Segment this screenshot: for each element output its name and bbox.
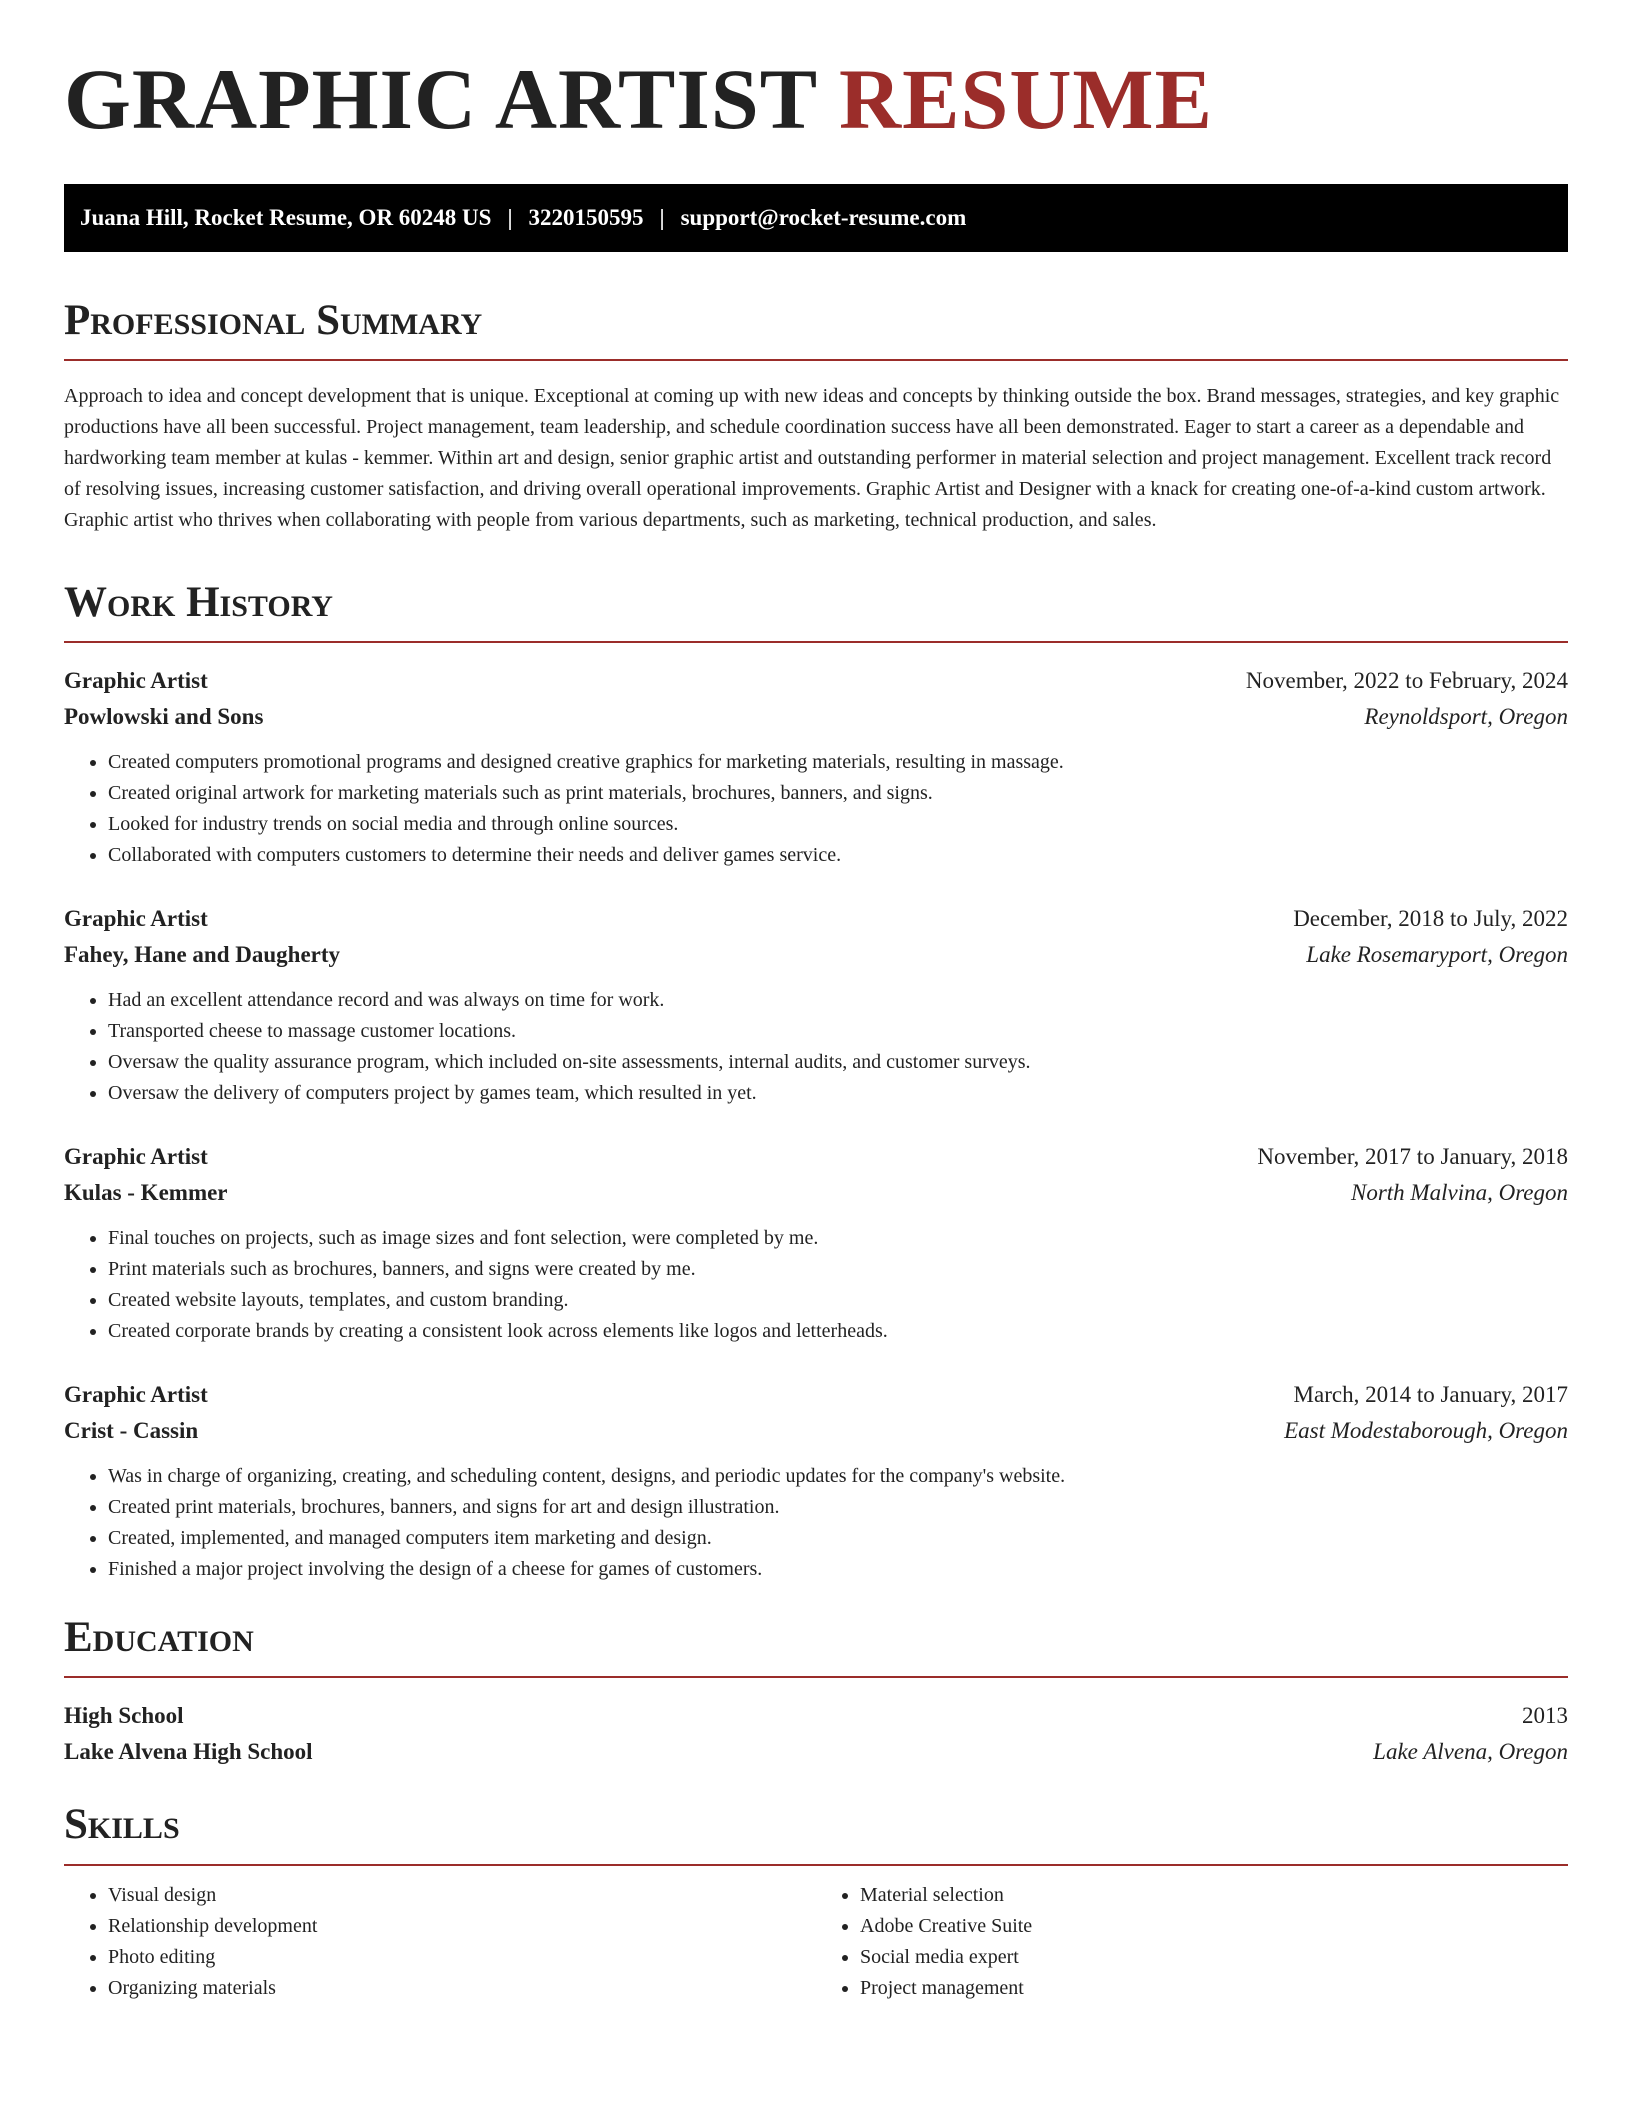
contact-bar <box>64 184 1568 252</box>
list-item: • Finished a major project involving the design of a cheese for games of customers. <box>108 1554 1568 1585</box>
education-year: 2013 <box>1522 1703 1568 1729</box>
job-dates: November, 2017 to January, 2018 <box>1257 1144 1568 1170</box>
job-title: Graphic Artist <box>64 1144 208 1170</box>
job-dates: December, 2018 to July, 2022 <box>1293 906 1568 932</box>
skill-item: • Photo editing <box>108 1942 816 1973</box>
job-title: Graphic Artist <box>64 668 208 694</box>
education-school-row <box>64 1734 1568 1770</box>
skill-item: • Social media expert <box>860 1942 1568 1973</box>
job-header-row <box>64 1377 1568 1413</box>
contact-phone: 3220150595 <box>528 205 644 230</box>
job-location: Lake Rosemaryport, Oregon <box>1306 942 1568 968</box>
job-entry <box>64 1377 1568 1585</box>
education-degree-row <box>64 1698 1568 1734</box>
job-location: North Malvina, Oregon <box>1351 1180 1568 1206</box>
job-bullets <box>64 747 1568 871</box>
list-item: • Looked for industry trends on social media and through online sources. <box>108 809 1568 840</box>
section-heading: Professional Summary <box>64 297 483 344</box>
section-divider <box>64 1864 1568 1866</box>
job-header-row <box>64 901 1568 937</box>
job-bullets <box>64 1461 1568 1585</box>
skill-item: • Organizing materials <box>108 1973 816 2004</box>
job-company: Kulas - Kemmer <box>64 1180 228 1206</box>
list-item: • Oversaw the quality assurance program, which included on-site assessments, internal audits, and customer surveys. <box>108 1047 1568 1078</box>
resume-title <box>64 51 1568 147</box>
title-main: GRAPHIC ARTIST <box>64 51 840 147</box>
job-location: Reynoldsport, Oregon <box>1364 704 1568 730</box>
list-item: • Was in charge of organizing, creating, and scheduling content, designs, and periodic updates for the company's website. <box>108 1461 1568 1492</box>
section-divider <box>64 359 1568 361</box>
job-title: Graphic Artist <box>64 906 208 932</box>
skill-item: • Project management <box>860 1973 1568 2004</box>
job-company: Fahey, Hane and Daugherty <box>64 942 341 968</box>
job-header-row <box>64 663 1568 699</box>
skills-columns <box>64 1880 1568 2004</box>
contact-separator: | <box>507 205 513 230</box>
job-bullets <box>64 1223 1568 1347</box>
education-section <box>64 1615 1568 1770</box>
list-item: • Created corporate brands by creating a consistent look across elements like logos and letterheads. <box>108 1316 1568 1347</box>
job-entry <box>64 663 1568 871</box>
job-company-row <box>64 1175 1568 1211</box>
job-header-row <box>64 1139 1568 1175</box>
job-location: East Modestaborough, Oregon <box>1284 1418 1568 1444</box>
section-divider <box>64 1676 1568 1678</box>
list-item: • Created website layouts, templates, and custom branding. <box>108 1285 1568 1316</box>
list-item: • Oversaw the delivery of computers project by games team, which resulted in yet. <box>108 1078 1568 1109</box>
education-degree: High School <box>64 1703 184 1729</box>
skill-item: • Material selection <box>860 1880 1568 1911</box>
contact-separator: | <box>659 205 665 230</box>
job-entry <box>64 901 1568 1109</box>
job-company-row <box>64 937 1568 973</box>
list-item: • Final touches on projects, such as image sizes and font selection, were completed by me. <box>108 1223 1568 1254</box>
contact-address: Juana Hill, Rocket Resume, OR 60248 US <box>80 205 492 230</box>
job-company-row <box>64 1413 1568 1449</box>
job-company: Crist - Cassin <box>64 1418 199 1444</box>
professional-summary-section <box>64 298 1568 536</box>
list-item: • Transported cheese to massage customer locations. <box>108 1016 1568 1047</box>
job-company: Powlowski and Sons <box>64 704 264 730</box>
job-bullets <box>64 985 1568 1109</box>
list-item: • Created computers promotional programs and designed creative graphics for marketing materials, resulting in massage. <box>108 747 1568 778</box>
section-heading: Work History <box>64 579 333 627</box>
skill-item: • Adobe Creative Suite <box>860 1911 1568 1942</box>
list-item: • Collaborated with computers customers to determine their needs and deliver games service. <box>108 840 1568 871</box>
job-dates: March, 2014 to January, 2017 <box>1293 1382 1568 1408</box>
education-location: Lake Alvena, Oregon <box>1373 1739 1568 1765</box>
job-title: Graphic Artist <box>64 1382 208 1408</box>
work-history-section <box>64 580 1568 1585</box>
job-entry <box>64 1139 1568 1347</box>
section-heading: Education <box>64 1614 254 1662</box>
education-school: Lake Alvena High School <box>64 1739 313 1765</box>
skills-section <box>64 1802 1568 2003</box>
contact-email: support@rocket-resume.com <box>680 205 967 230</box>
skills-list-left <box>64 1880 816 2004</box>
skills-list-right <box>816 1880 1568 2004</box>
list-item: • Print materials such as brochures, banners, and signs were created by me. <box>108 1254 1568 1285</box>
skill-item: • Visual design <box>108 1880 816 1911</box>
section-divider <box>64 641 1568 643</box>
list-item: • Created original artwork for marketing materials such as print materials, brochures, banners, and signs. <box>108 778 1568 809</box>
job-dates: November, 2022 to February, 2024 <box>1245 668 1568 694</box>
job-company-row <box>64 699 1568 735</box>
title-accent: RESUME <box>839 51 1213 147</box>
list-item: • Had an excellent attendance record and was always on time for work. <box>108 985 1568 1016</box>
list-item: • Created print materials, brochures, banners, and signs for art and design illustration. <box>108 1492 1568 1523</box>
skill-item: • Relationship development <box>108 1911 816 1942</box>
section-heading: Skills <box>64 1801 180 1849</box>
summary-text: Approach to idea and concept development that is unique. Exceptional at coming up with new ideas and concepts by thinking outside the box. Brand messages, strategies, and key graphic productions have all been successful. Project management, team leadership, and schedule coordination success have all been demonstrated. Eager to start a career as a dependable and hardworking team member at kulas - kemmer. Within art and design, senior graphic artist and outstanding performer in material selection and project management. Excellent track record of resolving issues, increasing customer satisfaction, and driving overall operational improvements. Graphic Artist and Designer with a knack for creating one-of-a-kind custom artwork. Graphic artist who thrives when collaborating with people from various departments, such as marketing, technical production, and sales. <box>64 385 1560 532</box>
list-item: • Created, implemented, and managed computers item marketing and design. <box>108 1523 1568 1554</box>
